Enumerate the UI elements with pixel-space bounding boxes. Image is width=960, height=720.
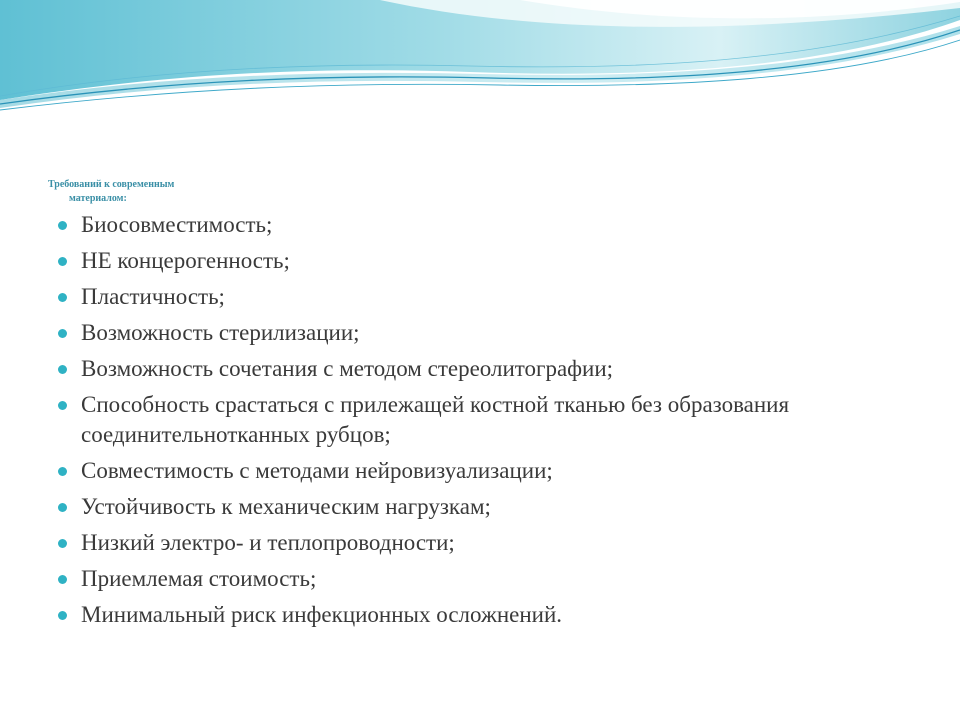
requirements-list xyxy=(58,210,918,636)
slide-title xyxy=(48,178,248,206)
list-item-text: Возможность стерилизации; xyxy=(81,320,360,345)
bullet-dot-icon xyxy=(58,293,67,302)
list-item-text: Устойчивость к механическим нагрузкам; xyxy=(81,494,491,519)
list-item-text: НЕ концерогенность; xyxy=(81,248,290,273)
list-item-text: Низкий электро- и теплопроводности; xyxy=(81,530,455,555)
list-item xyxy=(58,390,918,450)
list-item xyxy=(58,318,918,348)
bullet-dot-icon xyxy=(58,467,67,476)
bullet-dot-icon xyxy=(58,257,67,266)
list-item xyxy=(58,492,918,522)
list-item-text: Пластичность; xyxy=(81,284,225,309)
slide-title-line-2: материалом: xyxy=(69,193,127,204)
bullet-dot-icon xyxy=(58,611,67,620)
bullet-dot-icon xyxy=(58,365,67,374)
list-item-text: Способность срастаться с прилежащей костной тканью без образования соединительнотканных рубцов; xyxy=(81,392,790,447)
list-item-text: Приемлемая стоимость; xyxy=(81,566,317,591)
list-item xyxy=(58,600,918,630)
list-item xyxy=(58,246,918,276)
list-item xyxy=(58,564,918,594)
bullet-dot-icon xyxy=(58,539,67,548)
bullet-dot-icon xyxy=(58,503,67,512)
list-item-text: Возможность сочетания с методом стереолитографии; xyxy=(81,356,614,381)
list-item xyxy=(58,456,918,486)
list-item xyxy=(58,354,918,384)
list-item xyxy=(58,528,918,558)
bullet-dot-icon xyxy=(58,401,67,410)
bullet-dot-icon xyxy=(58,329,67,338)
slide-title-line-1: Требований к современным xyxy=(48,179,175,190)
list-item-text: Биосовместимость; xyxy=(81,212,273,237)
list-item xyxy=(58,282,918,312)
bullet-dot-icon xyxy=(58,575,67,584)
list-item-text: Минимальный риск инфекционных осложнений. xyxy=(81,602,563,627)
list-item xyxy=(58,210,918,240)
bullet-dot-icon xyxy=(58,221,67,230)
wave-header-decoration xyxy=(0,0,960,115)
list-item-text: Совместимость с методами нейровизуализации; xyxy=(81,458,553,483)
